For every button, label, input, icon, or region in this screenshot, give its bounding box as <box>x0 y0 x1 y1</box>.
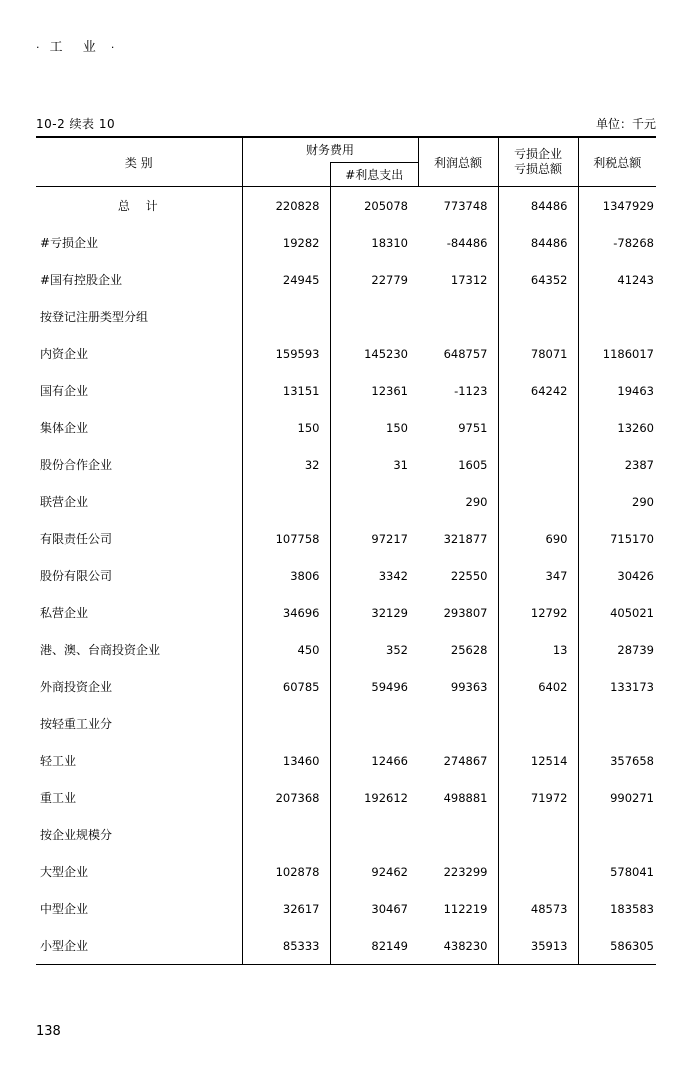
row-value-profit-tax: 578041 <box>610 864 654 879</box>
table-row <box>36 187 656 225</box>
row-value-loss-total <box>498 298 578 335</box>
row-label: 集体企业 <box>36 409 242 446</box>
header-loss-enterprise-total <box>498 137 578 187</box>
row-value-total-profit: 112219 <box>418 890 498 927</box>
header-finance-expense: 财务费用 <box>305 142 354 157</box>
row-label: 股份有限公司 <box>36 557 242 594</box>
table-number: 10-2 续表 10 <box>36 117 116 131</box>
row-label: 大型企业 <box>36 853 242 890</box>
row-value-profit-tax: 133173 <box>610 679 654 694</box>
row-value-finance-expense <box>242 816 330 853</box>
row-value-interest-expense: 18310 <box>330 224 418 261</box>
row-value-interest-expense <box>330 705 418 742</box>
row-value-interest-expense <box>330 816 418 853</box>
row-value-loss-total <box>498 816 578 853</box>
row-value-loss-total: 78071 <box>498 335 578 372</box>
row-label: 按轻重工业分 <box>36 705 242 742</box>
running-header <box>36 36 117 55</box>
row-value-profit-tax <box>578 705 656 742</box>
row-label: 重工业 <box>36 779 242 816</box>
row-label: 小型企业 <box>36 927 242 964</box>
row-label: 国有企业 <box>36 372 242 409</box>
row-label: 内资企业 <box>36 335 242 372</box>
table-row <box>36 594 656 631</box>
row-value-total-profit <box>418 705 498 742</box>
row-value-total-profit: 773748 <box>418 187 498 225</box>
row-value-profit-tax: 30426 <box>617 568 654 583</box>
row-value-total-profit: 22550 <box>418 557 498 594</box>
table-unit: 单位：千元 <box>595 117 656 131</box>
row-value-interest-expense: 30467 <box>330 890 418 927</box>
row-value-loss-total: 84486 <box>498 187 578 225</box>
header-title: 工 业 <box>49 40 104 55</box>
statistics-table-wrapper <box>36 136 656 965</box>
row-value-total-profit: 1605 <box>418 446 498 483</box>
row-value-loss-total: 64352 <box>498 261 578 298</box>
row-value-interest-expense: 92462 <box>330 853 418 890</box>
row-value-loss-total <box>498 409 578 446</box>
row-value-total-profit: 99363 <box>418 668 498 705</box>
row-value-finance-expense: 159593 <box>275 346 320 361</box>
row-value-total-profit: 25628 <box>418 631 498 668</box>
header-profit-tax-total: 利税总额 <box>578 137 656 187</box>
row-value-finance-expense: 32 <box>304 457 320 472</box>
row-value-profit-tax: 405021 <box>610 605 654 620</box>
row-value-finance-expense <box>242 483 330 520</box>
row-value-finance-expense: 107758 <box>275 531 320 546</box>
row-value-finance-expense: 24945 <box>282 272 320 287</box>
row-value-interest-expense: 145230 <box>330 335 418 372</box>
row-value-profit-tax: 357658 <box>610 753 654 768</box>
table-row <box>36 335 656 372</box>
row-value-total-profit <box>418 298 498 335</box>
row-value-total-profit: 17312 <box>418 261 498 298</box>
row-value-profit-tax <box>578 816 656 853</box>
table-row <box>36 409 656 446</box>
row-value-interest-expense: 12466 <box>330 742 418 779</box>
row-value-loss-total: 12514 <box>498 742 578 779</box>
header-finance-expense-group <box>242 137 418 187</box>
row-value-interest-expense: 352 <box>330 631 418 668</box>
row-value-finance-expense: 85333 <box>282 938 320 953</box>
header-dot-right: · <box>110 41 118 54</box>
row-value-profit-tax: 290 <box>632 494 654 509</box>
row-label: 股份合作企业 <box>36 446 242 483</box>
row-value-loss-total <box>498 705 578 742</box>
row-value-profit-tax: 586305 <box>610 938 654 953</box>
row-value-loss-total: 12792 <box>498 594 578 631</box>
row-value-profit-tax: 13260 <box>617 420 654 435</box>
row-value-total-profit: 290 <box>418 483 498 520</box>
row-value-interest-expense: 150 <box>330 409 418 446</box>
row-value-finance-expense <box>242 705 330 742</box>
table-row <box>36 520 656 557</box>
row-value-total-profit: 321877 <box>418 520 498 557</box>
row-value-loss-total: 35913 <box>498 927 578 964</box>
row-value-finance-expense: 34696 <box>282 605 320 620</box>
row-value-profit-tax: 41243 <box>617 272 654 287</box>
row-value-total-profit <box>418 816 498 853</box>
row-value-finance-expense: 3806 <box>290 568 320 583</box>
header-loss-line1: 亏损企业 <box>513 147 562 161</box>
row-value-interest-expense: 12361 <box>330 372 418 409</box>
row-value-profit-tax: 19463 <box>617 383 654 398</box>
table-row <box>36 631 656 668</box>
table-row <box>36 705 656 742</box>
row-value-finance-expense: 207368 <box>275 790 320 805</box>
row-value-loss-total: 347 <box>498 557 578 594</box>
row-value-total-profit: 274867 <box>418 742 498 779</box>
row-value-profit-tax: 1347929 <box>602 198 654 213</box>
row-value-interest-expense: 192612 <box>330 779 418 816</box>
row-value-profit-tax: 2387 <box>624 457 654 472</box>
table-row <box>36 224 656 261</box>
table-header <box>36 137 656 187</box>
row-value-loss-total <box>498 853 578 890</box>
header-category: 类 别 <box>36 137 242 187</box>
row-value-finance-expense: 220828 <box>275 198 320 213</box>
row-value-profit-tax: 183583 <box>610 901 654 916</box>
row-value-profit-tax: 1186017 <box>602 346 654 361</box>
row-value-loss-total <box>498 446 578 483</box>
row-value-profit-tax: 715170 <box>610 531 654 546</box>
row-value-finance-expense: 150 <box>297 420 320 435</box>
row-label: 外商投资企业 <box>36 668 242 705</box>
row-value-total-profit: 293807 <box>418 594 498 631</box>
table-row <box>36 483 656 520</box>
table-row <box>36 816 656 853</box>
table-row <box>36 261 656 298</box>
row-value-profit-tax <box>578 298 656 335</box>
table-body <box>36 187 656 965</box>
table-row <box>36 446 656 483</box>
table-row <box>36 927 656 964</box>
row-label: 港、澳、台商投资企业 <box>36 631 242 668</box>
row-value-finance-expense: 102878 <box>275 864 320 879</box>
row-label: #国有控股企业 <box>36 261 242 298</box>
header-total-profit: 利润总额 <box>418 137 498 187</box>
row-value-finance-expense <box>242 298 330 335</box>
row-label: #亏损企业 <box>36 224 242 261</box>
row-value-total-profit: 498881 <box>418 779 498 816</box>
row-value-interest-expense: 82149 <box>330 927 418 964</box>
row-value-interest-expense <box>330 483 418 520</box>
row-value-loss-total <box>498 483 578 520</box>
row-value-loss-total: 6402 <box>498 668 578 705</box>
row-value-interest-expense: 32129 <box>330 594 418 631</box>
table-row <box>36 372 656 409</box>
row-value-interest-expense: 3342 <box>330 557 418 594</box>
header-dot-left: · <box>36 41 43 54</box>
row-value-finance-expense: 13460 <box>282 753 320 768</box>
row-value-total-profit: 648757 <box>418 335 498 372</box>
page-number: 138 <box>36 1024 61 1039</box>
table-row <box>36 742 656 779</box>
row-value-finance-expense: 32617 <box>282 901 320 916</box>
table-row <box>36 557 656 594</box>
statistics-table <box>36 136 656 964</box>
row-value-interest-expense: 59496 <box>330 668 418 705</box>
table-caption-row <box>36 115 656 132</box>
row-value-interest-expense: 97217 <box>330 520 418 557</box>
row-value-finance-expense: 19282 <box>282 235 320 250</box>
row-value-total-profit: 438230 <box>418 927 498 964</box>
row-label: 按登记注册类型分组 <box>36 298 242 335</box>
row-label: 联营企业 <box>36 483 242 520</box>
row-label: 有限责任公司 <box>36 520 242 557</box>
table-row <box>36 668 656 705</box>
row-value-interest-expense: 22779 <box>330 261 418 298</box>
row-label: 私营企业 <box>36 594 242 631</box>
row-value-total-profit: 9751 <box>418 409 498 446</box>
row-value-interest-expense: 205078 <box>330 187 418 225</box>
row-value-total-profit: -1123 <box>418 372 498 409</box>
table-row <box>36 853 656 890</box>
table-row <box>36 298 656 335</box>
header-loss-line2: 亏损总额 <box>513 162 562 176</box>
row-value-loss-total: 690 <box>498 520 578 557</box>
row-value-loss-total: 84486 <box>498 224 578 261</box>
header-row <box>36 137 656 187</box>
row-value-loss-total: 64242 <box>498 372 578 409</box>
table-row <box>36 890 656 927</box>
row-label: 中型企业 <box>36 890 242 927</box>
row-value-loss-total: 13 <box>498 631 578 668</box>
table-bottom-rule <box>36 964 656 965</box>
row-value-total-profit: 223299 <box>418 853 498 890</box>
row-value-loss-total: 71972 <box>498 779 578 816</box>
row-value-interest-expense: 31 <box>330 446 418 483</box>
row-value-finance-expense: 60785 <box>282 679 320 694</box>
header-interest-expense: #利息支出 <box>330 162 418 186</box>
row-value-finance-expense: 450 <box>297 642 320 657</box>
row-label: 按企业规模分 <box>36 816 242 853</box>
row-label: 轻工业 <box>36 742 242 779</box>
row-value-profit-tax: 28739 <box>617 642 654 657</box>
row-value-profit-tax: 990271 <box>610 790 654 805</box>
row-label: 总 计 <box>36 187 242 225</box>
row-value-total-profit: -84486 <box>418 224 498 261</box>
row-value-interest-expense <box>330 298 418 335</box>
table-row <box>36 779 656 816</box>
row-value-finance-expense: 13151 <box>282 383 320 398</box>
row-value-loss-total: 48573 <box>498 890 578 927</box>
row-value-profit-tax: -78268 <box>613 235 654 250</box>
